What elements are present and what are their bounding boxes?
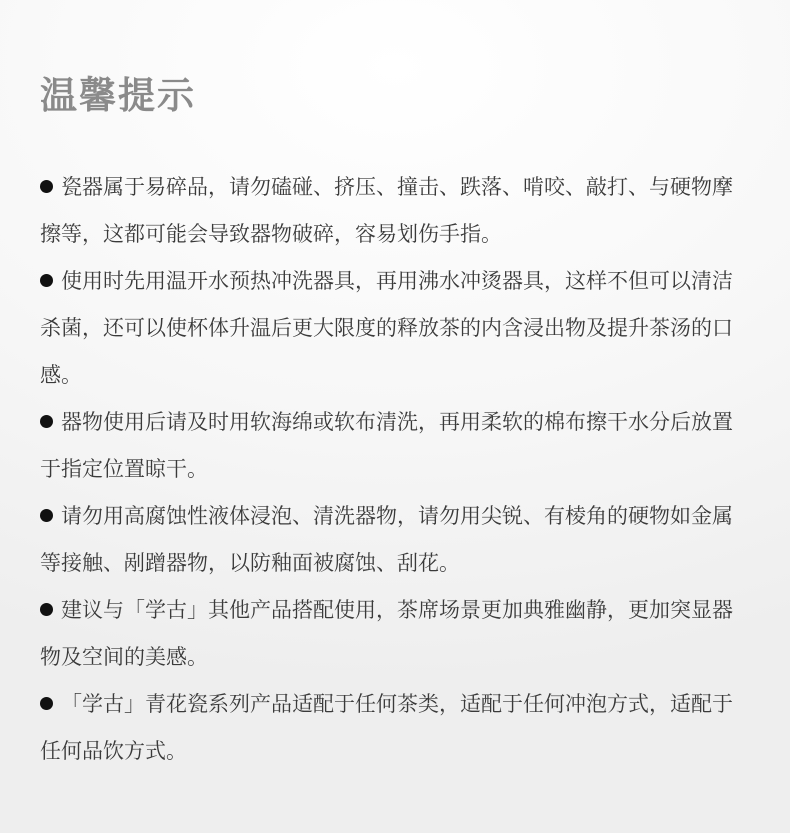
tip-text: 「学古」青花瓷系列产品适配于任何茶类，适配于任何冲泡方式，适配于任何品饮方式。 <box>40 692 733 763</box>
tip-item <box>40 681 750 775</box>
tip-text: 瓷器属于易碎品，请勿磕碰、挤压、撞击、跌落、啃咬、敲打、与硬物摩擦等，这都可能会导致器物破碎，容易划伤手指。 <box>40 175 733 246</box>
bullet-dot-icon <box>40 415 53 428</box>
tip-text: 器物使用后请及时用软海绵或软布清洗，再用柔软的棉布擦干水分后放置于指定位置晾干。 <box>40 410 733 481</box>
bullet-dot-icon <box>40 274 53 287</box>
tip-item <box>40 587 750 681</box>
tip-item <box>40 493 750 587</box>
tip-item <box>40 399 750 493</box>
tip-item <box>40 164 750 258</box>
tip-text: 使用时先用温开水预热冲洗器具，再用沸水冲烫器具，这样不但可以清洁杀菌，还可以使杯体升温后更大限度的释放茶的内含浸出物及提升茶汤的口感。 <box>40 269 733 387</box>
bullet-dot-icon <box>40 697 53 710</box>
page-title: 温馨提示 <box>40 74 196 117</box>
tip-text: 请勿用高腐蚀性液体浸泡、清洗器物，请勿用尖锐、有棱角的硬物如金属等接触、剐蹭器物，以防釉面被腐蚀、刮花。 <box>40 504 733 575</box>
bullet-dot-icon <box>40 509 53 522</box>
tips-list <box>40 164 750 775</box>
tip-text: 建议与「学古」其他产品搭配使用，茶席场景更加典雅幽静，更加突显器物及空间的美感。 <box>40 598 733 669</box>
bullet-dot-icon <box>40 180 53 193</box>
bullet-dot-icon <box>40 603 53 616</box>
tip-item <box>40 258 750 399</box>
